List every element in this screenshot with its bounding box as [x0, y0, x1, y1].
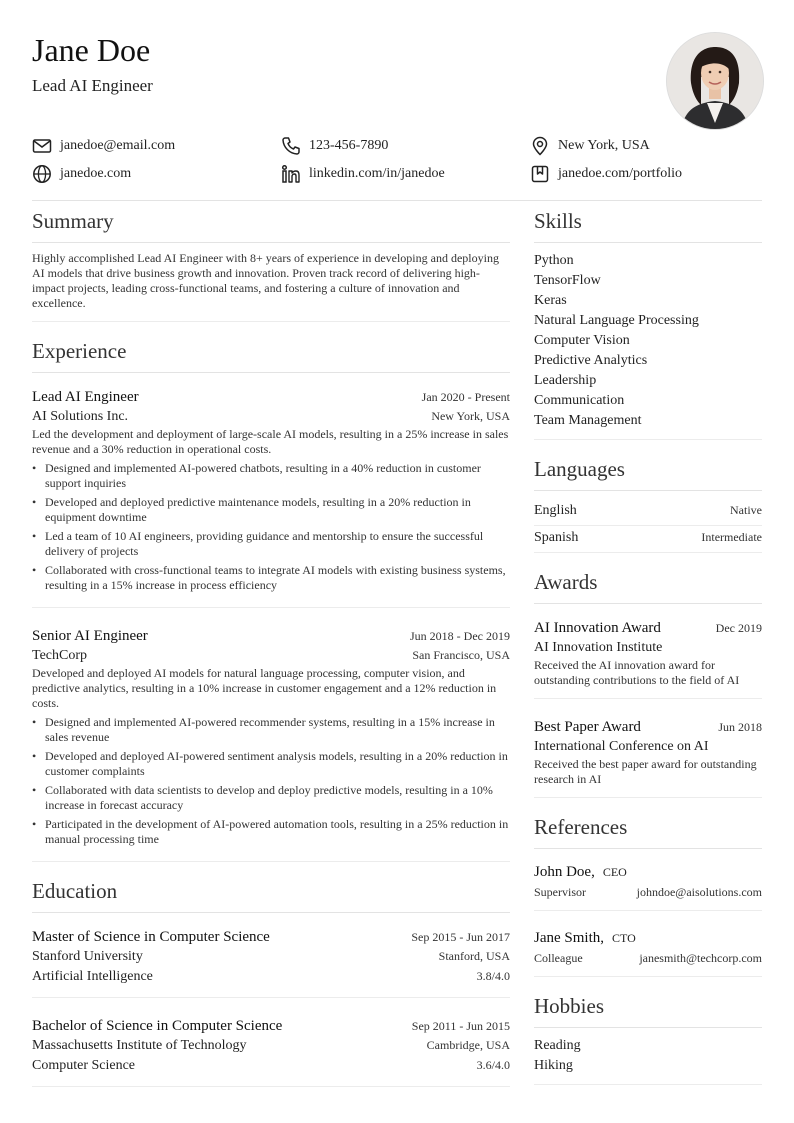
contact-location-text: New York, USA [558, 138, 650, 153]
header-divider [32, 200, 762, 201]
education-dates: Sep 2011 - Jun 2015 [411, 1019, 510, 1033]
job-bullet: • Participated in the development of AI-powered automation tools, resulting in a 25% reduction in manual processing time [32, 817, 510, 847]
job-title: Lead AI Engineer [32, 389, 139, 405]
skill-item: Team Management [534, 413, 642, 428]
skill-item: Predictive Analytics [534, 353, 648, 368]
contact-phone-text: 123-456-7890 [309, 138, 389, 153]
skill-item: Communication [534, 393, 625, 408]
reference-email[interactable]: johndoe@aisolutions.com [636, 885, 762, 899]
left-column [32, 208, 510, 1103]
languages-section [534, 456, 762, 553]
experience-item [32, 381, 510, 608]
education-item [32, 921, 510, 998]
language-name: Spanish [534, 530, 579, 545]
job-description: Led the development and deployment of large-scale AI models, resulting in a 25% increase in sales revenue and a 30% reduction in operational costs. [32, 427, 509, 456]
award-description: Received the AI innovation award for outstanding contributions to the field of AI [534, 658, 740, 687]
contact-email-text: janedoe@email.com [60, 138, 176, 153]
education-dates: Sep 2015 - Jun 2017 [411, 930, 510, 944]
reference-relation: Supervisor [534, 885, 586, 899]
contact-phone[interactable] [281, 136, 388, 156]
contact-portfolio[interactable] [530, 164, 682, 184]
skill-item: TensorFlow [534, 273, 601, 288]
skill-item: Keras [534, 293, 567, 308]
reference-title: CEO [602, 865, 627, 879]
phone-icon [281, 136, 301, 156]
job-bullet: • Collaborated with data scientists to develop and deploy predictive models, resulting in a 10% increase in forecast accuracy [32, 783, 510, 813]
globe-icon [32, 164, 52, 184]
education-section [32, 878, 510, 1087]
contact-email[interactable] [32, 136, 175, 156]
profile-photo-illustration [667, 33, 763, 129]
languages-heading: Languages [534, 456, 762, 491]
contact-info [32, 136, 762, 192]
mail-icon [32, 136, 52, 156]
reference-name: Jane Smith, [534, 930, 604, 946]
awards-section [534, 569, 762, 798]
reference-item [534, 923, 762, 977]
experience-heading: Experience [32, 338, 510, 373]
job-bullet: • Developed and deployed AI-powered sentiment analysis models, resulting in a 20% reduction in customer complaints [32, 749, 510, 779]
awards-heading: Awards [534, 569, 762, 604]
language-item [534, 499, 762, 526]
degree: Bachelor of Science in Computer Science [32, 1018, 283, 1034]
summary-section [32, 208, 510, 322]
job-title: Senior AI Engineer [32, 628, 148, 644]
award-item [534, 612, 762, 699]
job-bullets [32, 715, 510, 847]
field-of-study: Computer Science [32, 1058, 136, 1073]
field-of-study: Artificial Intelligence [32, 969, 153, 984]
hobbies-section [534, 993, 762, 1085]
skills-list [534, 251, 762, 440]
reference-relation: Colleague [534, 951, 583, 965]
contact-linkedin-text: linkedin.com/in/janedoe [309, 166, 445, 181]
gpa: 3.6/4.0 [476, 1058, 510, 1072]
award-description: Received the best paper award for outstanding research in AI [534, 757, 757, 786]
language-item [534, 526, 762, 553]
skill-item: Leadership [534, 373, 597, 388]
job-bullet: • Collaborated with cross-functional teams to integrate AI models with existing business systems, resulting in a 15% increase in process efficiency [32, 563, 510, 593]
right-column [534, 208, 762, 1101]
school: Stanford University [32, 949, 143, 964]
summary-text: Highly accomplished Lead AI Engineer with 8+ years of experience in developing and deploying AI models that drive business growth and innovation. Proven track record of delivering high-impact projects, leading cross-functional teams, and fostering a culture of innovation and excellence. [32, 251, 499, 310]
education-item [32, 1010, 510, 1087]
school-location: Stanford, USA [438, 949, 510, 963]
job-location: New York, USA [431, 409, 510, 423]
skill-item: Computer Vision [534, 333, 630, 348]
contact-location [530, 136, 650, 156]
school-location: Cambridge, USA [426, 1038, 510, 1052]
reference-item [534, 857, 762, 911]
skill-item: Natural Language Processing [534, 313, 699, 328]
location-pin-icon [530, 136, 550, 156]
degree: Master of Science in Computer Science [32, 929, 270, 945]
job-bullet: • Designed and implemented AI-powered recommender systems, resulting in a 15% increase in sales revenue [32, 715, 510, 745]
job-description: Developed and deployed AI models for natural language processing, computer vision, and predictive analytics, resulting in a 10% increase in customer engagement and a 12% reduction in costs. [32, 666, 497, 710]
language-level: Intermediate [701, 530, 762, 544]
summary-heading: Summary [32, 208, 510, 243]
hobbies-heading: Hobbies [534, 993, 762, 1028]
hobby-item: Reading [534, 1038, 581, 1053]
job-dates: Jan 2020 - Present [421, 390, 510, 404]
award-issuer: International Conference on AI [534, 739, 709, 754]
reference-title: CTO [612, 931, 636, 945]
contact-portfolio-text: janedoe.com/portfolio [558, 166, 683, 181]
linkedin-icon [281, 164, 301, 184]
candidate-name: Jane Doe [32, 32, 151, 68]
skill-item: Python [534, 253, 574, 268]
job-dates: Jun 2018 - Dec 2019 [410, 629, 510, 643]
references-section [534, 814, 762, 977]
reference-name: John Doe, [534, 864, 595, 880]
award-date: Dec 2019 [715, 621, 762, 635]
contact-row-2 [32, 164, 762, 192]
award-title: Best Paper Award [534, 719, 641, 735]
job-location: San Francisco, USA [412, 648, 510, 662]
contact-website[interactable] [32, 164, 131, 184]
hobby-item: Hiking [534, 1058, 573, 1073]
candidate-title: Lead AI Engineer [32, 76, 153, 95]
award-item [534, 711, 762, 798]
hobbies-list [534, 1036, 762, 1085]
skills-section [534, 208, 762, 440]
references-heading: References [534, 814, 762, 849]
skills-heading: Skills [534, 208, 762, 243]
gpa: 3.8/4.0 [476, 969, 510, 983]
portfolio-bookmark-icon [530, 164, 550, 184]
job-company: AI Solutions Inc. [32, 409, 129, 424]
school: Massachusetts Institute of Technology [32, 1038, 247, 1053]
profile-photo [666, 32, 764, 130]
education-heading: Education [32, 878, 510, 913]
experience-section [32, 338, 510, 862]
job-bullets [32, 461, 510, 593]
job-bullet: • Led a team of 10 AI engineers, providing guidance and mentorship to ensure the successful delivery of projects [32, 529, 510, 559]
job-bullet: • Designed and implemented AI-powered chatbots, resulting in a 40% reduction in customer support inquiries [32, 461, 510, 491]
experience-item [32, 620, 510, 862]
job-bullet: • Developed and deployed predictive maintenance models, resulting in a 20% reduction in equipment downtime [32, 495, 510, 525]
job-company: TechCorp [32, 648, 88, 663]
language-name: English [534, 503, 577, 518]
award-date: Jun 2018 [718, 720, 762, 734]
language-level: Native [730, 503, 762, 517]
summary-block [32, 251, 510, 322]
award-title: AI Innovation Award [534, 620, 661, 636]
reference-email[interactable]: janesmith@techcorp.com [639, 951, 762, 965]
contact-linkedin[interactable] [281, 164, 445, 184]
contact-website-text: janedoe.com [60, 166, 132, 181]
contact-row-1 [32, 136, 762, 164]
award-issuer: AI Innovation Institute [534, 640, 663, 655]
